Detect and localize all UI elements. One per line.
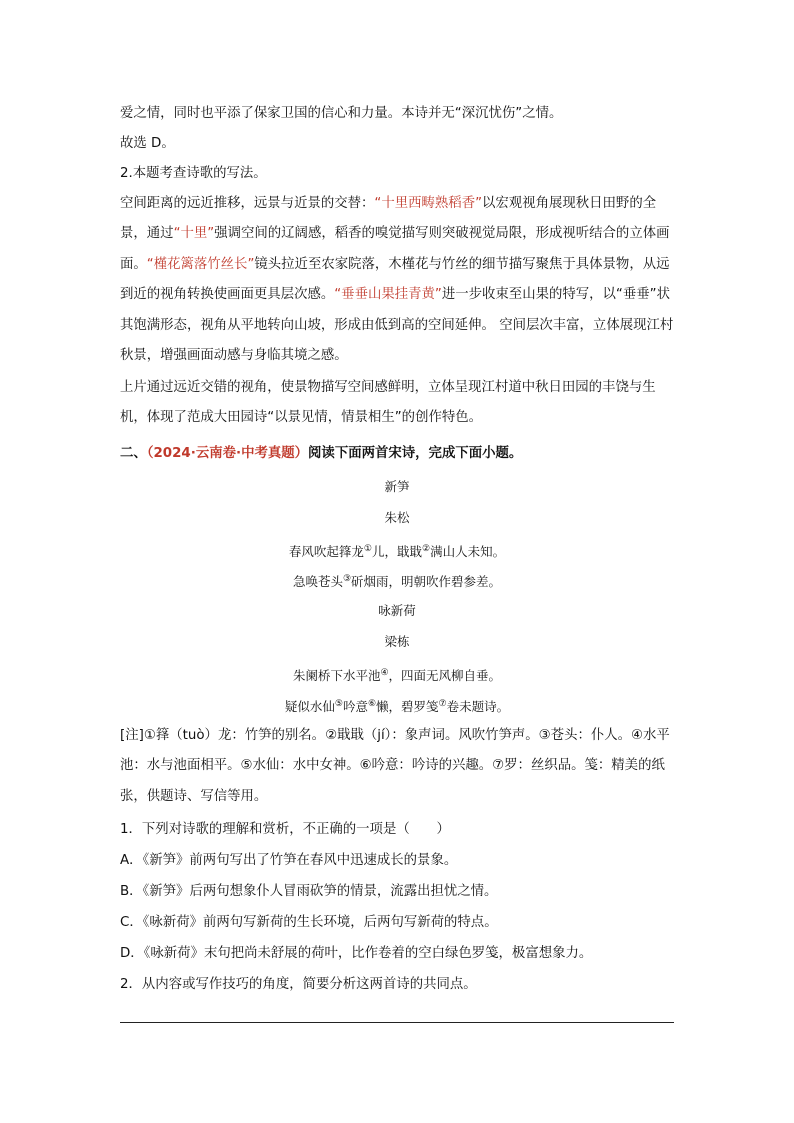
section-heading: 二、（2024·云南卷·中考真题）阅读下面两首宋诗，完成下面小题。 xyxy=(120,446,523,461)
poem-2-author: 梁栋 xyxy=(384,634,410,649)
quote-line-1: “十里西畴熟稻香” xyxy=(374,196,483,211)
option-d: D．《咏新荷》末句把尚未舒展的荷叶，比作卷着的空白绿色罗笺，极富想象力。 xyxy=(120,946,593,961)
poem-2-line-1: 朱阑桥下水平池④，四面无风柳自垂。 xyxy=(292,668,502,684)
quote-line-2: “槿花篱落竹丝长” xyxy=(146,256,255,272)
section-source: （2024·云南卷·中考真题） xyxy=(146,446,309,461)
question-1-stem: 1．下列对诗歌的理解和赏析，不正确的一项是（ ） xyxy=(120,822,450,837)
poem-2-title: 咏新荷 xyxy=(378,603,416,618)
poem-1-author: 朱松 xyxy=(384,510,410,525)
quote-line-3: “垂垂山果挂青黄” xyxy=(334,287,442,303)
annotation-notes: [注]①箨（tuò）龙：竹笋的别名。②戢戢（jí）：象声词。风吹竹笋声。③苍头：仆人。④水平池：水与池面相平。⑤水仙：水中女神。⑥吟意：吟诗的兴趣。⑦罗：丝织品。笺：精美的纸张，供题诗、写信等用。 xyxy=(120,728,670,804)
poem-1-line-1: 春风吹起箨龙①儿，戢戢②满山人未知。 xyxy=(288,544,506,560)
answer-text-line: 爱之情，同时也平添了保家卫国的信心和力量。本诗并无“深沉忧伤”之情。 xyxy=(120,106,563,121)
quote-shili: “十里” xyxy=(173,226,215,242)
question-2-heading: 2.本题考查诗歌的写法。 xyxy=(120,166,267,181)
option-b: B．《新笋》后两句想象仆人冒雨砍笋的情景，流露出担忧之情。 xyxy=(120,884,498,899)
poem-2-line-2: 疑似水仙⑤吟意⑥懒，碧罗笺⑦卷未题诗。 xyxy=(284,699,510,715)
poem-1-line-2: 急唤苍头③斫烟雨，明朝吹作碧参差。 xyxy=(292,574,502,590)
answer-choice-line: 故选 D。 xyxy=(120,136,175,151)
option-c: C．《咏新荷》前两句写新荷的生长环境，后两句写新荷的特点。 xyxy=(120,915,498,930)
poem-1-title: 新笋 xyxy=(384,479,410,494)
option-a: A．《新笋》前两句写出了竹笋在春风中迅速成长的景象。 xyxy=(120,853,458,868)
bottom-divider xyxy=(120,1022,674,1023)
analysis-paragraph: 空间距离的远近推移，远景与近景的交替：“十里西畴熟稻香”以宏观视角展现秋日田野的全景，通过“十里”强调空间的辽阔感，稻香的嗅觉描写则突破视觉局限，形成视听结合的立体画面。“槿花篱落竹丝长”镜头拉近至农家院落，木槿花与竹丝的细节描写聚焦于具体景物，从远到近的视角转换使画面更具层次感。“垂垂山果挂青黄”进一步收束至山果的特写，以“垂垂”状其饱满形态，视角从平地转向山坡，形成由低到高的空间延伸。 空间层次丰富，立体展现江村秋景，增强画面动感与身临其境之感。 xyxy=(120,196,674,364)
summary-paragraph: 上片通过远近交错的视角，使景物描写空间感鲜明，立体呈现江村道中秋日田园的丰饶与生机，体现了范成大田园诗“以景见情，情景相生”的创作特色。 xyxy=(120,380,656,426)
question-2-stem: 2．从内容或写作技巧的角度，简要分析这两首诗的共同点。 xyxy=(120,977,477,992)
